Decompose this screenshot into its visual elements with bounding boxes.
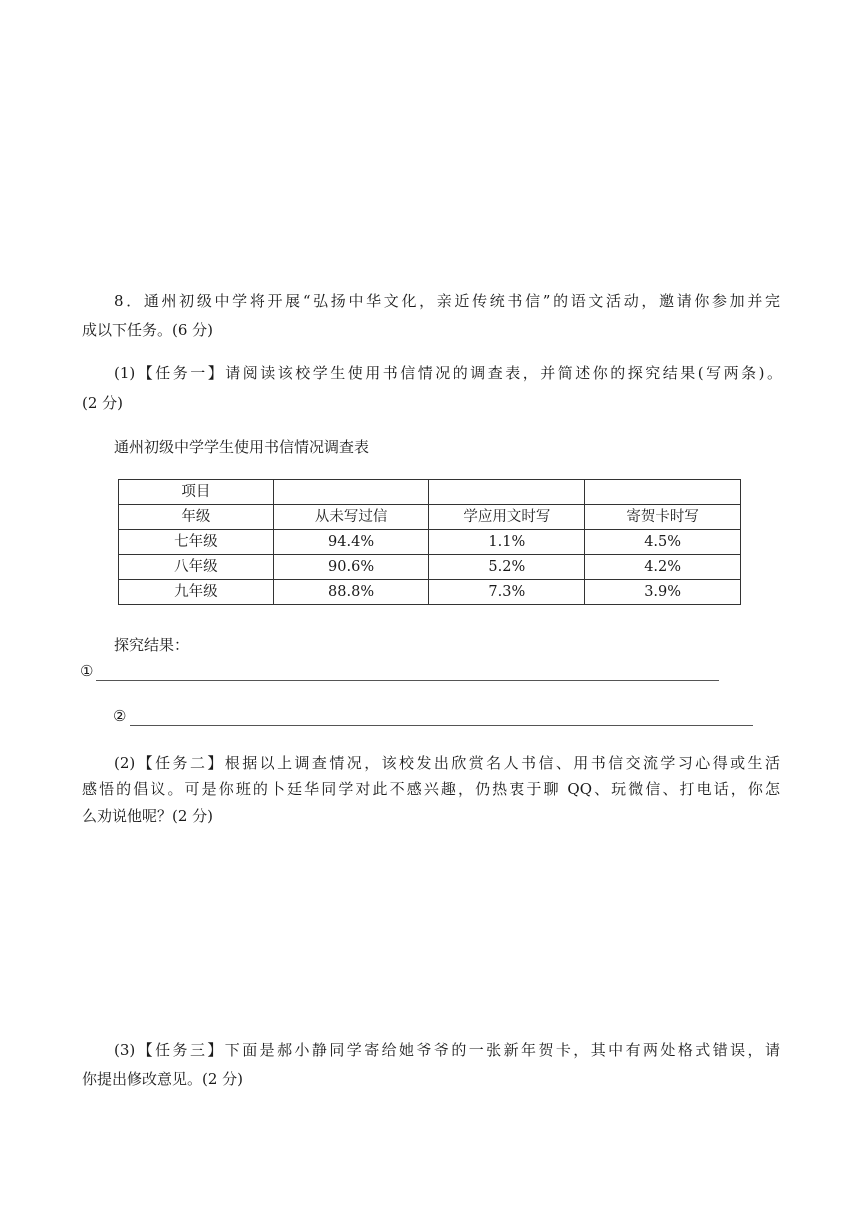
header-cell-item: 项目 <box>119 480 274 505</box>
question8-line2: 成以下任务。(6 分) <box>82 321 214 339</box>
value-cell: 94.4% <box>273 530 429 555</box>
task1-line2: (2 分) <box>82 394 124 412</box>
value-cell: 1.1% <box>429 530 585 555</box>
table-title: 通州初级中学学生使用书信情况调查表 <box>114 438 370 456</box>
header-cell-never-written: 从未写过信 <box>273 505 429 530</box>
answer-line-2[interactable] <box>130 725 753 726</box>
header-cell-empty <box>273 480 429 505</box>
header-cell-empty <box>429 480 585 505</box>
value-cell: 5.2% <box>429 555 585 580</box>
task2-line1: (2)【任务二】根据以上调查情况，该校发出欣赏名人书信、用书信交流学习心得或生活 <box>114 754 780 772</box>
table-row <box>119 580 741 605</box>
task2-line2: 感悟的倡议。可是你班的卜廷华同学对此不感兴趣，仍热衷于聊 QQ、玩微信、打电话，你怎 <box>82 780 780 798</box>
results-label: 探究结果： <box>114 636 190 654</box>
grade-cell: 七年级 <box>119 530 274 555</box>
table-row <box>119 530 741 555</box>
value-cell: 90.6% <box>273 555 429 580</box>
task3-line2: 你提出修改意见。(2 分) <box>82 1070 244 1088</box>
grade-cell: 九年级 <box>119 580 274 605</box>
survey-table <box>118 479 741 605</box>
header-cell-applied-writing: 学应用文时写 <box>429 505 585 530</box>
task3-line1: (3)【任务三】下面是郝小静同学寄给她爷爷的一张新年贺卡，其中有两处格式错误，请 <box>114 1041 780 1059</box>
task1-line1: (1)【任务一】请阅读该校学生使用书信情况的调查表，并简述你的探究结果(写两条)。 <box>114 364 782 382</box>
answer-line-1[interactable] <box>96 680 719 681</box>
value-cell: 4.2% <box>585 555 741 580</box>
grade-cell: 八年级 <box>119 555 274 580</box>
value-cell: 4.5% <box>585 530 741 555</box>
result-mark-1: ① <box>80 662 94 680</box>
question8-line1: 8．通州初级中学将开展“弘扬中华文化，亲近传统书信”的语文活动，邀请你参加并完 <box>114 292 780 310</box>
header-cell-greeting-card: 寄贺卡时写 <box>585 505 741 530</box>
table-header-row-top <box>119 480 741 505</box>
table-header-row <box>119 505 741 530</box>
header-cell-empty <box>585 480 741 505</box>
result-mark-2: ② <box>113 707 127 725</box>
value-cell: 3.9% <box>585 580 741 605</box>
value-cell: 88.8% <box>273 580 429 605</box>
task2-line3: 么劝说他呢？(2 分) <box>82 807 214 825</box>
header-cell-grade: 年级 <box>119 505 274 530</box>
table-row <box>119 555 741 580</box>
value-cell: 7.3% <box>429 580 585 605</box>
